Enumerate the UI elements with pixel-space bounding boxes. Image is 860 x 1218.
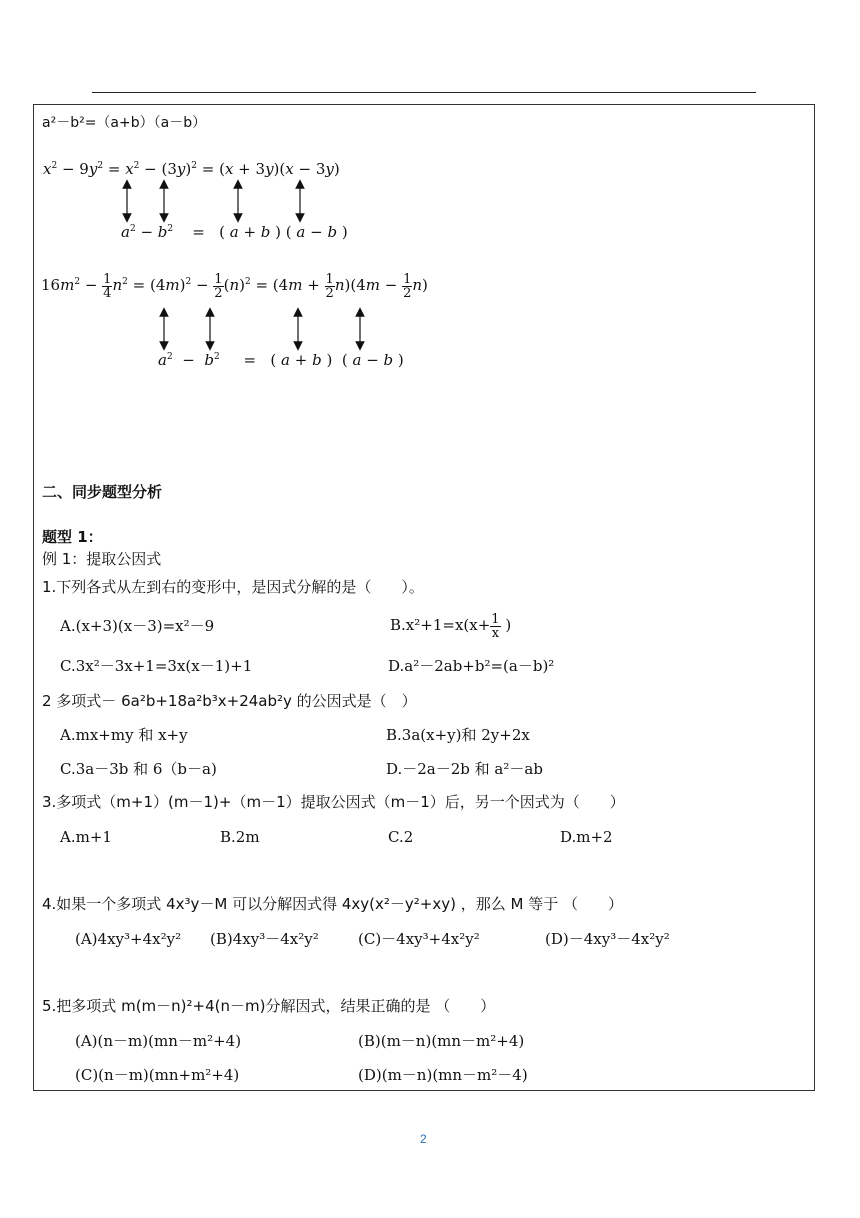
example-label: 例 1：提取公因式 [42,550,162,568]
type-title: 题型 1： [42,528,103,546]
example2-line1: $16m^2$ − $\frac{1}{4}$ $n^2 = (4m)^2$ − $\frac{1}{2}$ $(n)^2 = (4m$ + $\frac{1}{2}$ n)(4m − $\frac{1}{2}$ n) [41,271,428,301]
question-5-stem: 5.把多项式 m(m－n)²+4(n－m)分解因式，结果正确的是 （ ） [42,997,496,1015]
question-1-stem: 1.下列各式从左到右的变形中，是因式分解的是（ ）。 [42,578,424,596]
question-2-stem: 2 多项式－ 6a²b+18a²b³x+24ab²y 的公因式是（ ） [42,692,417,710]
question-5-option-b: (B)(m－n)(mn－m²+4) [358,1032,525,1050]
question-3-option-a: A.m+1 [60,828,112,846]
factor-diagram [0,0,860,400]
example2-line2: $a^2 - b^2$ = ( a + b ) ( a − b ) [158,351,404,369]
question-3-option-d: D.m+2 [560,828,613,846]
question-2-option-a: A.mx+my 和 x+y [60,726,188,744]
section-title: 二、同步题型分析 [42,483,163,501]
question-2-option-b: B.3a(x+y)和 2y+2x [386,726,530,744]
question-4-option-b: (B)4xy³－4x²y² [210,930,319,948]
question-3-option-c: C.2 [388,828,414,846]
question-4-option-d: (D)－4xy³－4x²y² [545,930,670,948]
question-5-option-a: (A)(n－m)(mn－m²+4) [75,1032,242,1050]
question-2-option-c: C.3a－3b 和 6（b－a) [60,760,217,778]
question-2-option-d: D.－2a－2b 和 a²－ab [386,760,543,778]
formula-intro: a²－b²=（a+b）（a－b） [42,115,207,131]
question-5-option-d: (D)(m－n)(mn－m²－4) [358,1066,528,1084]
example1-line1: $x^2 - 9y^2 = x^2 - (3y)^2 = (x + 3y)(x - 3y)$ [43,160,340,178]
question-1-option-d: D.a²－2ab+b²=(a－b)² [388,657,555,675]
question-1-option-b: B.x²+1=x(x+ $\frac{1}{x}$ ) [390,611,512,641]
question-4-stem: 4.如果一个多项式 4x³y－M 可以分解因式得 4xy(x²－y²+xy) ，那么 M 等于 （ ） [42,895,623,913]
question-1-option-c: C.3x²－3x+1=3x(x－1)+1 [60,657,253,675]
question-4-option-c: (C)－4xy³+4x²y² [358,930,480,948]
question-4-option-a: (A)4xy³+4x²y² [75,930,182,948]
question-3-stem: 3.多项式（m+1）(m－1)+（m－1）提取公因式（m－1）后，另一个因式为（ ） [42,793,625,811]
page-number: 2 [420,1132,427,1146]
question-5-option-c: (C)(n－m)(mn+m²+4) [75,1066,240,1084]
question-3-option-b: B.2m [220,828,260,846]
question-1-option-a: A.(x+3)(x－3)=x²－9 [60,617,215,635]
example1-line2: $a^2 - b^2$ = ( a + b ) ( a − b ) [121,223,348,241]
